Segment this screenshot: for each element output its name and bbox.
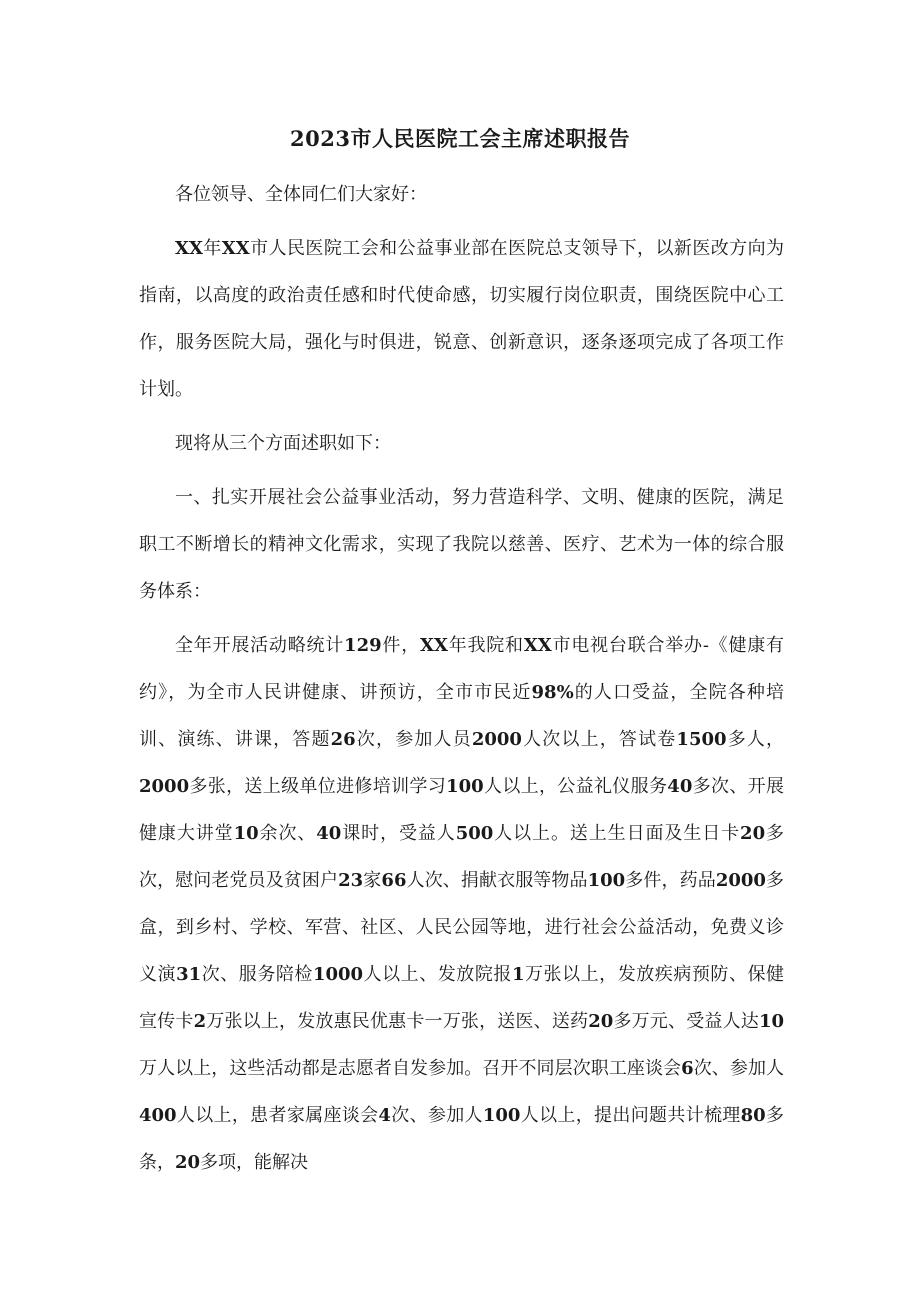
text-segment: 人次、捐献衣服等物品 bbox=[406, 870, 588, 891]
bold-number: 20 bbox=[175, 1152, 201, 1173]
text-segment: 人次以上，答试卷 bbox=[521, 729, 677, 750]
paragraph bbox=[139, 622, 784, 1186]
bold-number: 40 bbox=[667, 776, 693, 797]
paragraph bbox=[139, 474, 784, 615]
bold-number: 1000 bbox=[312, 964, 364, 985]
bold-number: 2000 bbox=[471, 729, 522, 750]
bold-number: 4 bbox=[378, 1105, 391, 1126]
bold-number: 2000 bbox=[715, 870, 766, 891]
text-segment: 多盒，到乡村、学校、军营、社区、人民公园等地，进行社会公益活动，免费义诊义演 bbox=[139, 870, 785, 985]
bold-number: 31 bbox=[176, 964, 202, 985]
text-segment: 多件，药品 bbox=[625, 870, 716, 891]
bold-number: 500 bbox=[455, 823, 494, 844]
bold-number: 26 bbox=[330, 729, 356, 750]
bold-number: 80 bbox=[740, 1105, 766, 1126]
text-segment: 多次、开展健康大讲堂 bbox=[139, 776, 785, 844]
text-segment: 市人民医院工会和公益事业部在医院总支领导下，以新医改方向为指南，以高度的政治责任感和时代使命感，切实履行岗位职责，围绕医院中心工作，服务医院大局，强化与时俱进，锐意、创新意识，逐条逐项完成了各项工作计划。 bbox=[139, 238, 785, 400]
text-segment: 多人， bbox=[726, 729, 785, 750]
text-segment: 余次、 bbox=[258, 823, 317, 844]
bold-number: 129 bbox=[344, 635, 382, 656]
bold-number: XX bbox=[221, 238, 250, 259]
text-segment: 万张以上，发放惠民优惠卡一万张，送医、送药 bbox=[206, 1011, 589, 1032]
text-segment: 多条， bbox=[139, 1105, 785, 1173]
text-segment: 全年开展活动略统计 bbox=[175, 635, 345, 656]
bold-number: 20 bbox=[740, 823, 766, 844]
bold-number: 1 bbox=[511, 964, 525, 985]
text-segment: 市电视台联合举办-《健康有约》，为全市人民讲健康、讲预访，全市市民近 bbox=[139, 635, 785, 703]
text-segment: 人以上、发放院报 bbox=[363, 964, 512, 985]
paragraph bbox=[139, 171, 784, 218]
text-segment: 人以上，公益礼仪服务 bbox=[483, 776, 668, 797]
bold-number: 400 bbox=[139, 1105, 177, 1126]
text-segment: 年我院和 bbox=[447, 635, 524, 656]
text-segment: 万人以上，这些活动都是志愿者自发参加。召开不同层次职工座谈会 bbox=[139, 1058, 682, 1079]
bold-number: XX bbox=[523, 635, 552, 656]
text-segment: 次、参加人 bbox=[693, 1058, 785, 1079]
bold-number: 1500 bbox=[676, 729, 727, 750]
bold-number: 98% bbox=[531, 682, 574, 703]
bold-number: 2 bbox=[193, 1011, 207, 1032]
text-segment: 万张以上，发放疾病预防、保健宣传卡 bbox=[139, 964, 785, 1032]
bold-number: 20 bbox=[588, 1011, 614, 1032]
text-segment: 次，参加人员 bbox=[355, 729, 472, 750]
bold-number: 100 bbox=[446, 776, 484, 797]
text-segment: 的人口受益，全院各种培训、演练、讲课，答题 bbox=[139, 682, 785, 750]
text-segment: 多项，能解决 bbox=[200, 1152, 309, 1173]
bold-number: 6 bbox=[681, 1058, 694, 1079]
bold-number: 10 bbox=[758, 1011, 785, 1032]
text-segment: 次、参加人 bbox=[390, 1105, 483, 1126]
bold-number: 23 bbox=[338, 870, 364, 891]
text-segment: 多张，送上级单位进修培训学习 bbox=[189, 776, 447, 797]
text-segment: 人以上。送上生日面及生日卡 bbox=[493, 823, 741, 844]
text-segment: 家 bbox=[363, 870, 382, 891]
paragraph bbox=[139, 225, 784, 413]
text-segment: 现将从三个方面述职如下： bbox=[175, 433, 391, 454]
text-segment: 一、扎实开展社会公益事业活动，努力营造科学、文明、健康的医院，满足职工不断增长的精神文化需求，实现了我院以慈善、医疗、艺术为一体的综合服务体系： bbox=[139, 487, 784, 602]
text-segment: 课时，受益人 bbox=[341, 823, 456, 844]
document-body bbox=[139, 171, 784, 1193]
bold-number: 2000 bbox=[139, 776, 190, 797]
text-segment: 次、服务陪检 bbox=[201, 964, 313, 985]
bold-number: XX bbox=[175, 238, 203, 259]
bold-number: 66 bbox=[381, 870, 407, 891]
text-segment: 人以上，提出问题共计梳理 bbox=[520, 1105, 741, 1126]
text-segment: 多次，慰问老党员及贫困户 bbox=[139, 823, 785, 891]
bold-number: XX bbox=[419, 635, 448, 656]
paragraph bbox=[139, 420, 784, 467]
text-segment: 年 bbox=[202, 238, 222, 259]
bold-number: 40 bbox=[316, 823, 342, 844]
text-segment: 人以上，患者家属座谈会 bbox=[176, 1105, 379, 1126]
bold-number: 100 bbox=[482, 1105, 521, 1126]
text-segment: 各位领导、全体同仁们大家好： bbox=[175, 184, 427, 205]
document-title: 2023市人民医院工会主席述职报告 bbox=[290, 126, 630, 151]
text-segment: 多万元、受益人达 bbox=[613, 1011, 759, 1032]
bold-number: 10 bbox=[233, 823, 259, 844]
text-segment: 件， bbox=[381, 635, 420, 656]
bold-number: 100 bbox=[587, 870, 626, 891]
